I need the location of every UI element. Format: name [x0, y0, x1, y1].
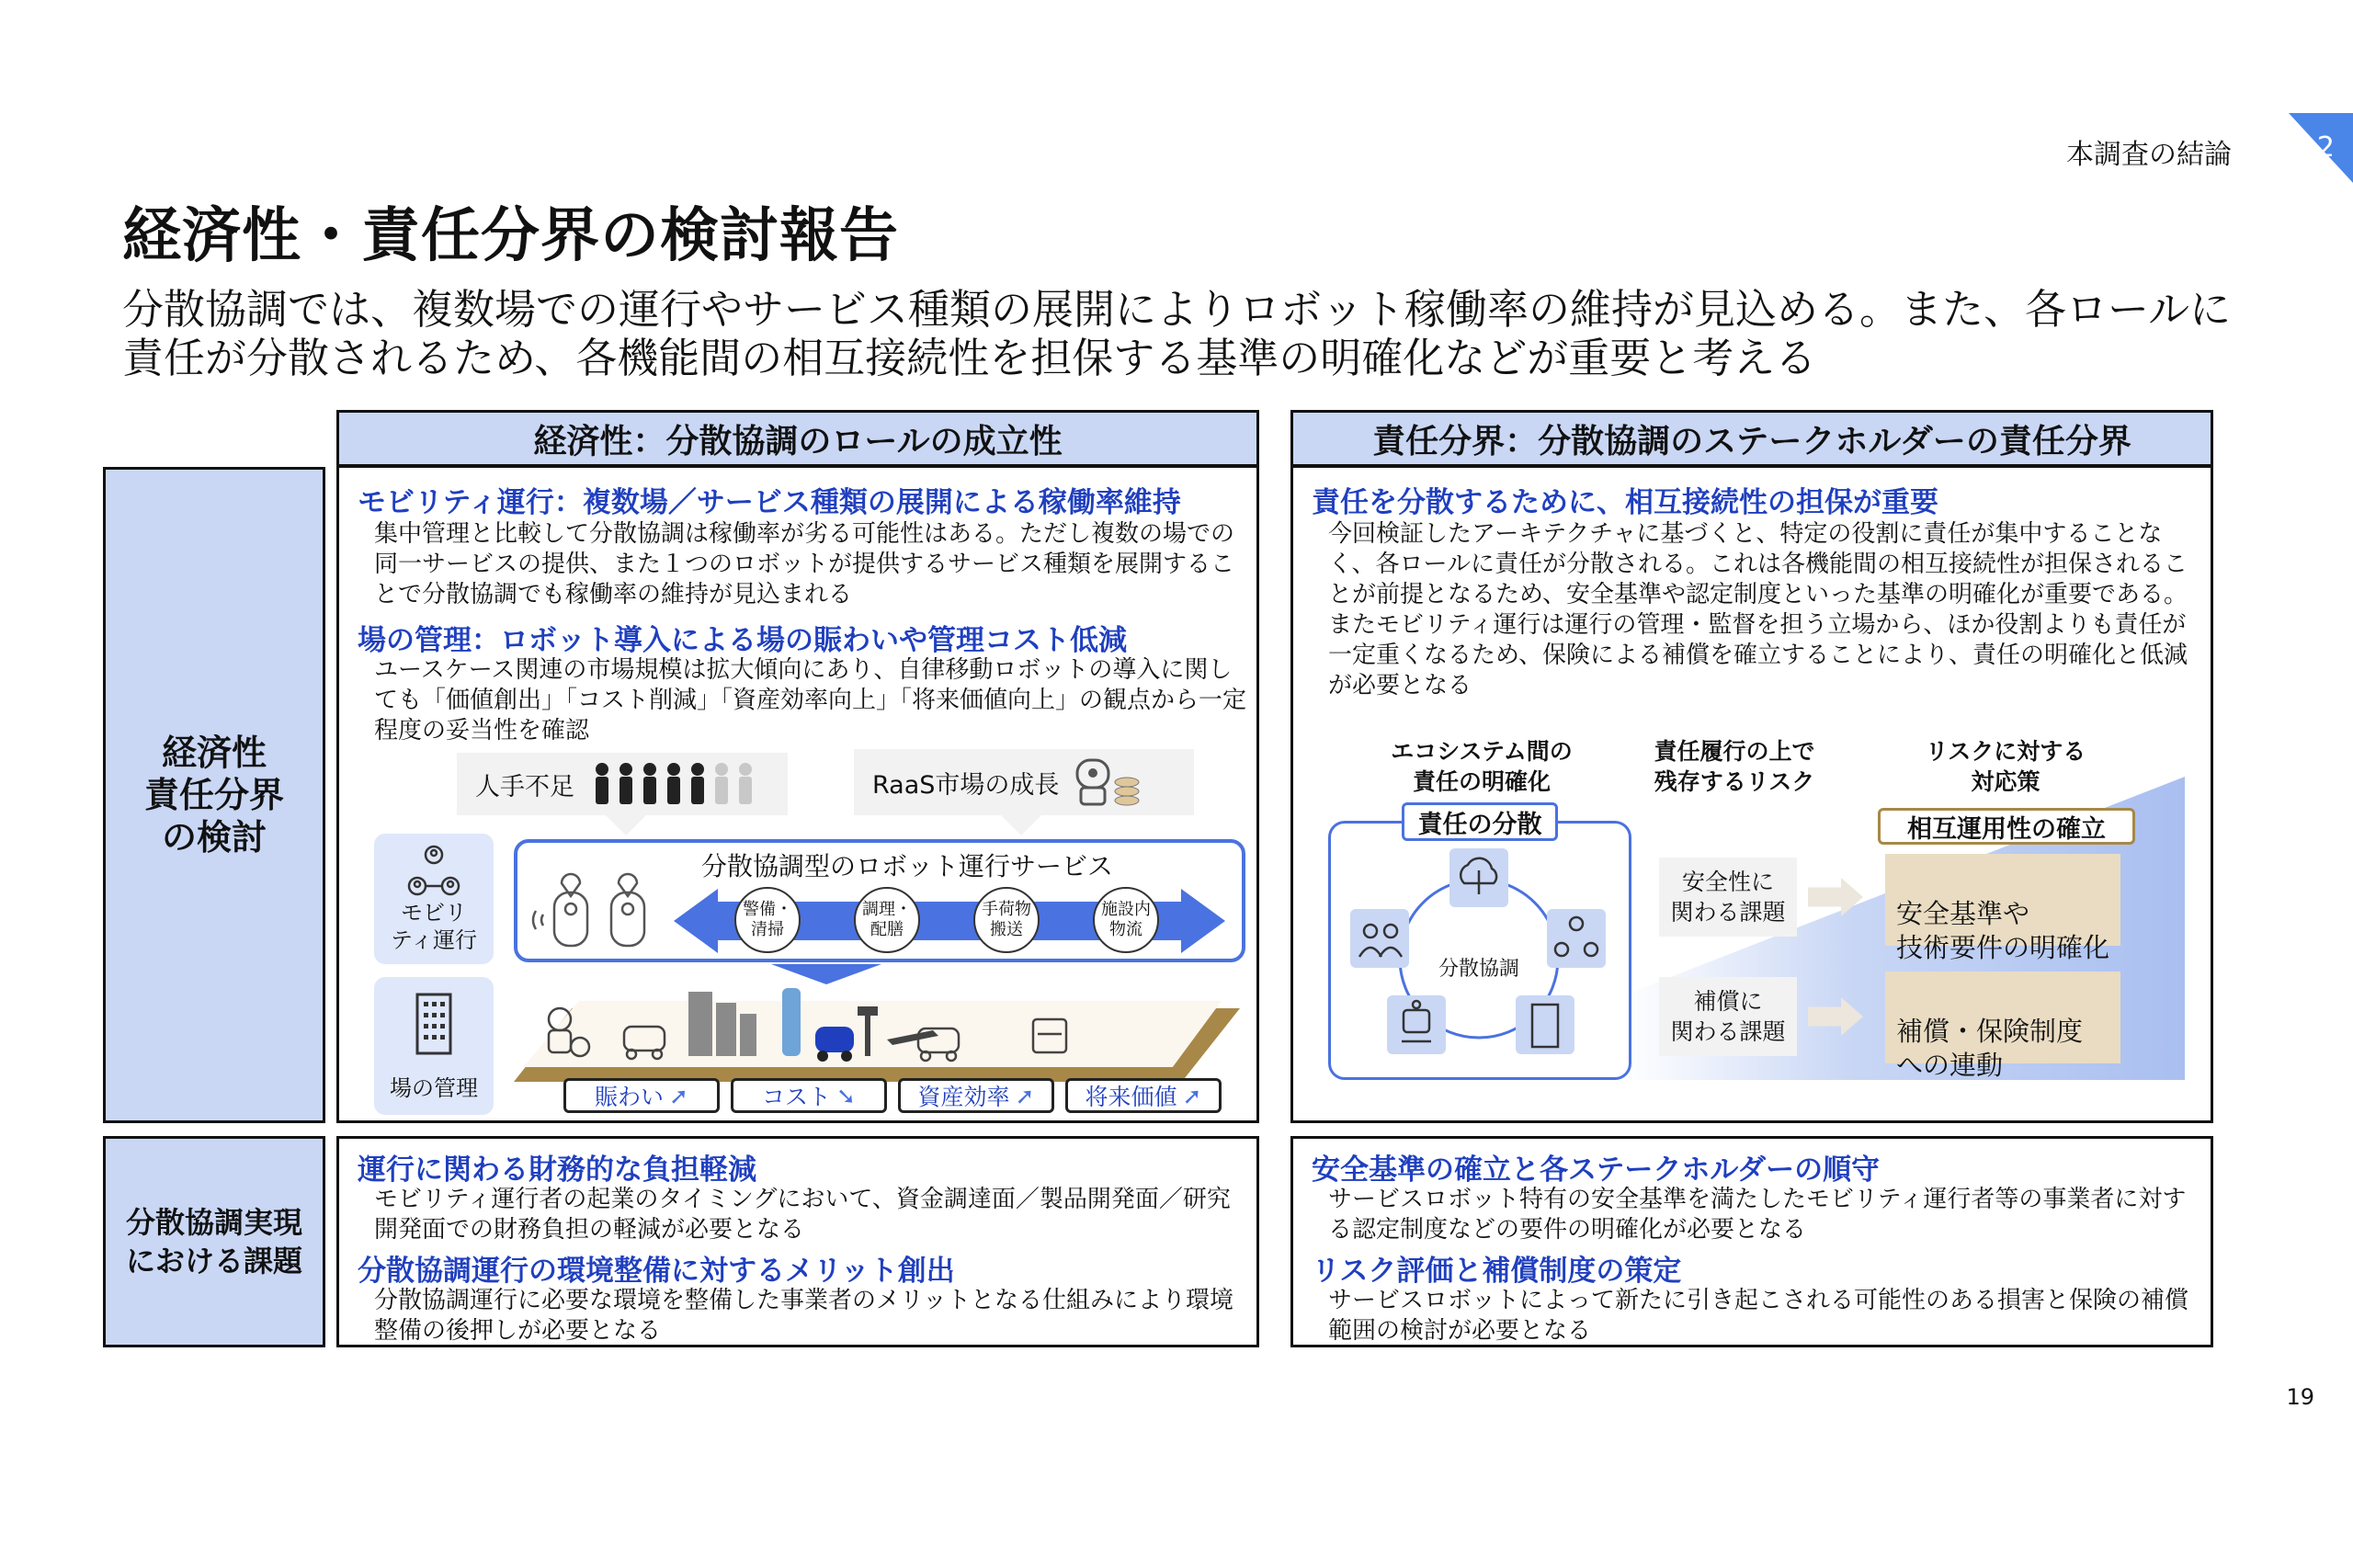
trend-up-icon: ➚ — [669, 1082, 688, 1109]
distribution-label: 責任の分散 — [1417, 810, 1542, 839]
risk-compensation — [1659, 977, 1797, 1056]
trend-up-icon: ➚ — [1182, 1082, 1202, 1109]
callout-raas-growth — [854, 749, 1194, 815]
page-title: 経済性・責任分界の検討報告 — [122, 202, 899, 270]
robot-service-title: 分散協調型のロボット運行サービス — [701, 851, 1114, 881]
distribution-center-label: 分散協調 — [1438, 958, 1520, 981]
trend-up-icon: ➚ — [1015, 1082, 1035, 1109]
left-heading-place: 場の管理：ロボット導入による場の賑わいや管理コスト低減 — [358, 624, 1127, 657]
page-number: 19 — [2286, 1384, 2314, 1410]
value-pill-cost-text: コスト — [762, 1084, 832, 1110]
interop-label: 相互運用性の確立 — [1907, 814, 2106, 844]
callout-raas-growth-text: RaaS市場の成長 — [872, 770, 1060, 800]
service-security-cleaning: 警備・ 清掃 — [734, 887, 801, 953]
callout-labor-shortage-text: 人手不足 — [475, 772, 574, 801]
distribution-label-box — [1402, 802, 1558, 841]
service-cooking-serving: 調理・ 配膳 — [854, 887, 920, 953]
left-panel-header-text: 経済性：分散協調のロールの成立性 — [533, 422, 1063, 460]
risk-safety-text: 安全性に 関わる課題 — [1670, 869, 1786, 926]
right-panel-header — [1290, 410, 2213, 467]
service-baggage-transport: 手荷物 搬送 — [973, 887, 1040, 953]
col-countermeasure-heading: リスクに対する 対応策 — [1925, 738, 2086, 795]
places-illustration — [523, 983, 1222, 1065]
right-heading-interop: 責任を分散するために、相互接続性の担保が重要 — [1312, 486, 1938, 519]
measure-safety-standards — [1885, 854, 2120, 963]
col-residual-risk-heading: 責任履行の上で 残存するリスク — [1654, 738, 1815, 795]
value-pill-vitality-text: 賑わい — [595, 1084, 665, 1110]
side-label-bottom — [103, 1136, 325, 1347]
bottom-right-heading-safety: 安全基準の確立と各ステークホルダーの順守 — [1312, 1153, 1881, 1187]
value-pill-asset-efficiency — [898, 1078, 1054, 1113]
callout-labor-shortage — [457, 753, 788, 815]
left-panel — [336, 465, 1259, 1123]
right-panel-header-text: 責任分界：分散協調のステークホルダーの責任分界 — [1372, 422, 2131, 460]
callout-pointer-right — [1001, 815, 1041, 835]
people-network-icon — [406, 844, 461, 899]
measure-insurance — [1885, 971, 2120, 1081]
left-paragraph-mobility: 集中管理と比較して分散協調は稼働率が劣る可能性はある。ただし複数の場での同一サービスの提供、また１つのロボットが提供するサービス種類を展開することで分散協調でも稼働率の維持が見込まれる — [374, 520, 1235, 608]
place-management-box — [374, 977, 494, 1115]
interop-label-box — [1878, 808, 2135, 845]
left-heading-mobility: モビリティ運行：複数場／サービス種類の展開による稼働率維持 — [358, 486, 1181, 519]
value-pill-vitality — [563, 1078, 720, 1113]
bottom-left-paragraph-environment: 分散協調運行に必要な環境を整備した事業者のメリットとなる仕組みにより環境整備の後押しが必要となる — [374, 1287, 1233, 1345]
left-paragraph-place: ユースケース関連の市場規模は拡大傾向にあり、自律移動ロボットの導入に関しても「価値創出」「コスト削減」「資産効率向上」「将来価値向上」の観点から一定程度の妥当性を確認 — [374, 656, 1247, 744]
building-icon — [412, 991, 456, 1057]
place-management-label: 場の管理 — [390, 1074, 478, 1101]
robot-service-frame — [514, 839, 1245, 962]
measure-insurance-text: 補償・保険制度 への連動 — [1896, 1016, 2084, 1081]
section-label: 本調査の結論 — [2066, 139, 2232, 171]
right-paragraph-interop: 今回検証したアーキテクチャに基づくと、特定の役割に責任が集中することなく、各ロールに責任が分散される。これは各機能間の相互接続性が担保されることが前提となるため、安全基準や認定制度といった基準の明確化が重要である。またモビリティ運行は運行の管理・監督を担う立場から、ほか役割よりも責任が一定重くなるため、保険による補償を確立することにより、責任の明確化と低減が必要となる — [1328, 520, 2188, 699]
measure-safety-standards-text: 安全基準や 技術要件の明確化 — [1896, 898, 2110, 963]
col-ecosystem-heading: エコシステム間の 責任の明確化 — [1391, 738, 1573, 795]
right-panel — [1290, 465, 2213, 1123]
bottom-left-heading-environment: 分散協調運行の環境整備に対するメリット創出 — [358, 1255, 955, 1288]
down-arrow — [771, 964, 881, 984]
trend-down-icon: ➘ — [836, 1082, 856, 1109]
robot-coins-icon — [1072, 755, 1145, 810]
side-label-bottom-text: 分散協調実現 における課題 — [125, 1205, 302, 1278]
bottom-right-panel — [1290, 1136, 2213, 1347]
people-icon — [591, 761, 766, 807]
bottom-left-paragraph-finance: モビリティ運行者の起業のタイミングにおいて、資金調達面／製品開発面／研究開発面での財務負担の軽減が必要となる — [374, 1186, 1231, 1244]
callout-pointer-left — [606, 815, 646, 835]
risk-safety — [1659, 858, 1797, 937]
risk-compensation-text: 補償に 関わる課題 — [1670, 988, 1786, 1045]
bottom-right-paragraph-safety: サービスロボット特有の安全基準を満たしたモビリティ運行者等の事業者に対する認定制度などの要件の明確化が必要となる — [1328, 1186, 2187, 1244]
side-label-top-text: 経済性 責任分界 の検討 — [143, 733, 284, 858]
value-pill-cost — [731, 1078, 887, 1113]
value-pill-asset-efficiency-text: 資産効率 — [917, 1084, 1010, 1110]
value-pill-future-value-text: 将来価値 — [1085, 1084, 1177, 1110]
bottom-left-heading-finance: 運行に関わる財務的な負担軽減 — [358, 1153, 756, 1187]
value-pill-future-value — [1065, 1078, 1222, 1113]
corner-page-number: 2 — [2316, 131, 2335, 164]
bottom-left-panel — [336, 1136, 1259, 1347]
side-label-top — [103, 467, 325, 1123]
mobility-operation-box — [374, 834, 494, 964]
page-subtitle: 分散協調では、複数場での運行やサービス種類の展開によりロボット稼働率の維持が見込める。また、各ロールに責任が分散されるため、各機能間の相互接続性を担保する基準の明確化などが重要と考える — [122, 285, 2232, 382]
mobility-operation-label: モビリ ティ運行 — [390, 900, 478, 953]
bottom-right-paragraph-risk: サービスロボットによって新たに引き起こされる可能性のある損害と保険の補償範囲の検討が必要となる — [1328, 1287, 2189, 1345]
service-facility-logistics: 施設内 物流 — [1093, 887, 1159, 953]
bottom-right-heading-risk: リスク評価と補償制度の策定 — [1312, 1255, 1682, 1288]
service-robots-icon — [527, 856, 655, 957]
left-panel-header — [336, 410, 1259, 467]
